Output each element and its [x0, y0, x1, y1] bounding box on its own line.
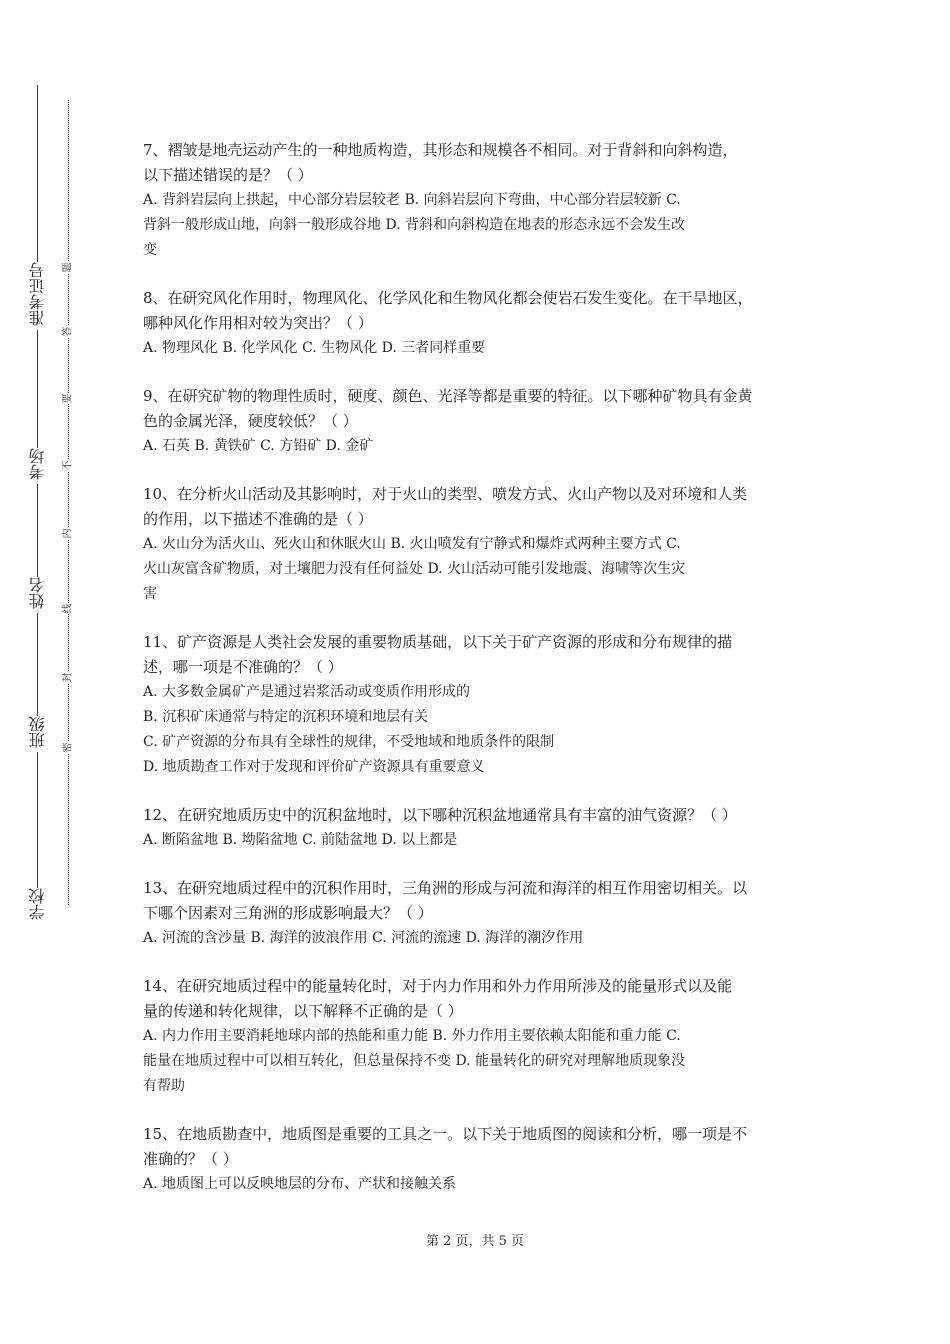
- question-stem-line: 哪种风化作用相对较为突出？（ ）: [143, 314, 373, 332]
- question-block: [143, 1122, 813, 1197]
- question-option-line: 变: [143, 242, 157, 258]
- question-list: [143, 138, 813, 1220]
- question-block: [143, 974, 813, 1099]
- question-block: [143, 876, 813, 951]
- question-stem-line: 12、在研究地质历史中的沉积盆地时，以下哪种沉积盆地通常具有丰富的油气资源？（ ）: [143, 806, 737, 824]
- seal-char: 密: [60, 742, 76, 753]
- question-option-line: 火山灰富含矿物质，对土壤肥力没有任何益处 D. 火山活动可能引发地震、海啸等次生灾: [143, 561, 686, 577]
- question-option-line: C. 矿产资源的分布具有全球性的规律，不受地域和地质条件的限制: [143, 734, 555, 750]
- question-stem-line: 以下描述错误的是？（ ）: [143, 166, 313, 184]
- question-stem-line: 述，哪一项是不准确的？（ ）: [143, 658, 343, 676]
- question-option-line: 背斜一般形成山地，向斜一般形成谷地 D. 背斜和向斜构造在地表的形态永远不会发生改: [143, 217, 686, 233]
- question-option-line: A. 内力作用主要消耗地球内部的热能和重力能 B. 外力作用主要依赖太阳能和重力能 C.: [143, 1028, 681, 1044]
- question-option-line: 有帮助: [143, 1078, 185, 1094]
- seal-char: 不: [60, 460, 76, 471]
- question-option-line: A. 河流的含沙量 B. 海洋的波浪作用 C. 河流的流速 D. 海洋的潮汐作用: [143, 930, 584, 946]
- question-stem-line: 10、在分析火山活动及其影响时，对于火山的类型、喷发方式、火山产物以及对环境和人类: [143, 485, 748, 503]
- seal-char: 内: [60, 528, 76, 539]
- binding-margin: [0, 0, 120, 1344]
- page-footer: 第 2 页，共 5 页: [425, 1234, 525, 1249]
- question-option-line: A. 背斜岩层向上拱起，中心部分岩层较老 B. 向斜岩层向下弯曲，中心部分岩层较新 C.: [143, 192, 681, 208]
- question-option-line: A. 物理风化 B. 化学风化 C. 生物风化 D. 三者同样重要: [143, 340, 486, 356]
- question-stem-line: 14、在研究地质过程中的能量转化时，对于内力作用和外力作用所涉及的能量形式以及能: [143, 977, 733, 995]
- question-option-line: A. 石英 B. 黄铁矿 C. 方铅矿 D. 金矿: [143, 438, 374, 454]
- field-label-school: 学校: [22, 888, 54, 924]
- question-block: [143, 384, 813, 459]
- question-stem-line: 9、在研究矿物的物理性质时，硬度、颜色、光泽等都是重要的特征。以下哪种矿物具有金黄: [143, 387, 753, 405]
- question-stem-line: 15、在地质勘查中，地质图是重要的工具之一。以下关于地质图的阅读和分析，哪一项是不: [143, 1125, 748, 1143]
- seal-char: 封: [60, 672, 76, 683]
- question-option-line: A. 大多数金属矿产是通过岩浆活动或变质作用形成的: [143, 684, 471, 700]
- question-stem-line: 色的金属光泽，硬度较低？（ ）: [143, 412, 358, 430]
- question-block: [143, 630, 813, 780]
- question-block: [143, 482, 813, 607]
- binding-dotted-line: [68, 100, 69, 905]
- question-stem-line: 8、在研究风化作用时，物理风化、化学风化和生物风化都会使岩石发生变化。在干旱地区，: [143, 289, 753, 307]
- question-option-line: B. 沉积矿床通常与特定的沉积环境和地层有关: [143, 709, 429, 725]
- question-stem-line: 7、褶皱是地壳运动产生的一种地质构造，其形态和规模各不相同。对于背斜和向斜构造，: [143, 141, 738, 159]
- binding-solid-line: [37, 85, 38, 905]
- question-block: [143, 138, 813, 263]
- field-label-exam-room: 考场: [22, 448, 54, 484]
- question-option-line: D. 地质勘查工作对于发现和评价矿产资源具有重要意义: [143, 759, 485, 775]
- question-option-line: 能量在地质过程中可以相互转化，但总量保持不变 D. 能量转化的研究对理解地质现象没: [143, 1053, 686, 1069]
- seal-char: 要: [60, 393, 76, 404]
- question-stem-line: 量的传递和转化规律，以下解释不正确的是（ ）: [143, 1002, 463, 1020]
- seal-char: 线: [60, 603, 76, 614]
- question-option-line: 害: [143, 586, 157, 602]
- field-label-exam-number: 准考证号: [22, 262, 54, 330]
- question-stem-line: 13、在研究地质过程中的沉积作用时，三角洲的形成与河流和海洋的相互作用密切相关。以: [143, 879, 748, 897]
- question-block: [143, 803, 813, 853]
- question-option-line: A. 断陷盆地 B. 坳陷盆地 C. 前陆盆地 D. 以上都是: [143, 832, 458, 848]
- question-block: [143, 286, 813, 361]
- seal-char: 题: [60, 262, 76, 273]
- seal-char: 答: [60, 326, 76, 337]
- question-stem-line: 准确的？（ ）: [143, 1150, 238, 1168]
- question-option-line: A. 地质图上可以反映地层的分布、产状和接触关系: [143, 1176, 457, 1192]
- field-label-class: 班级: [22, 716, 54, 752]
- question-stem-line: 下哪个因素对三角洲的形成影响最大？（ ）: [143, 904, 433, 922]
- question-stem-line: 11、矿产资源是人类社会发展的重要物质基础，以下关于矿产资源的形成和分布规律的描: [143, 633, 733, 651]
- question-option-line: A. 火山分为活火山、死火山和休眠火山 B. 火山喷发有宁静式和爆炸式两种主要方式 C.: [143, 536, 681, 552]
- question-stem-line: 的作用，以下描述不准确的是（ ）: [143, 510, 373, 528]
- field-label-name: 姓名: [22, 577, 54, 613]
